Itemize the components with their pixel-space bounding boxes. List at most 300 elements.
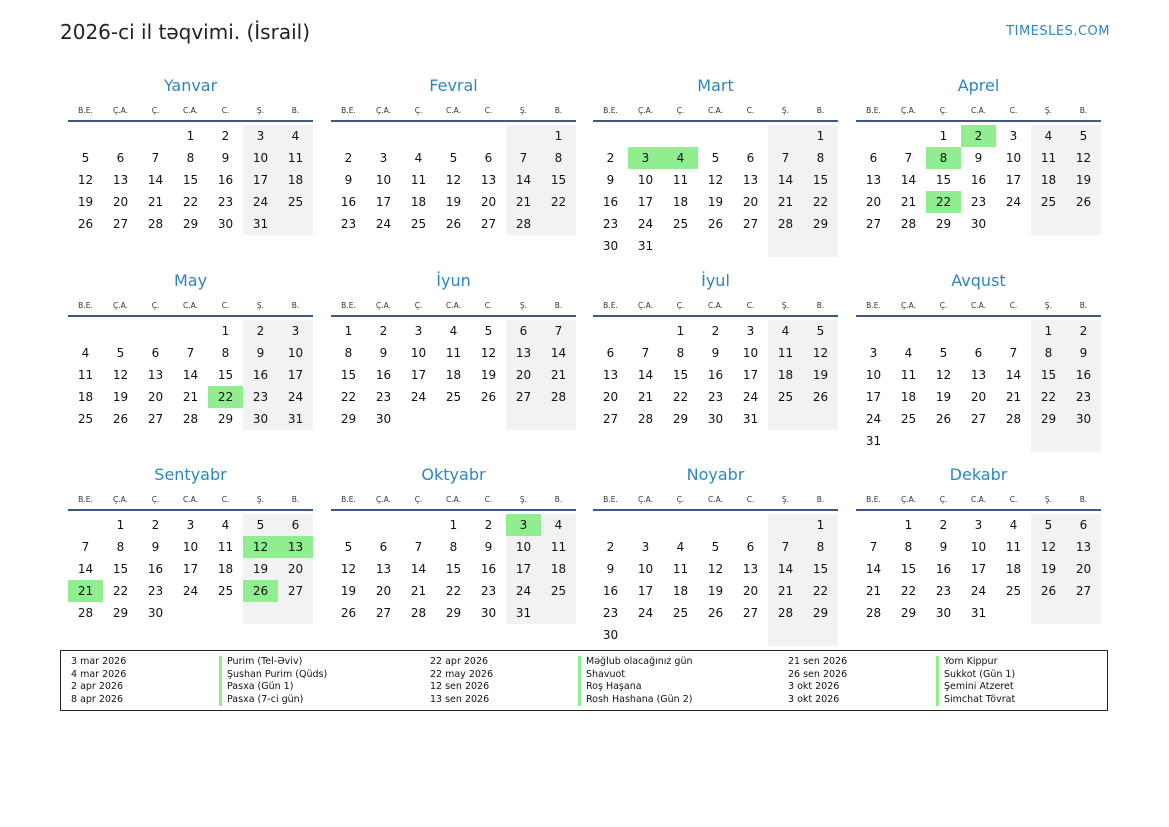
day-cell: 29 — [900, 606, 917, 620]
day-cell: 26 — [1031, 580, 1066, 602]
weekday-header: Ç. — [401, 293, 436, 317]
weekday-header: C.A. — [698, 293, 733, 317]
day-cell: 1 — [1031, 320, 1066, 342]
month-name: Dekabr — [949, 465, 1008, 484]
day-cell: 28 — [865, 606, 882, 620]
day-cell: 3 — [186, 518, 195, 532]
day-cell: 9 — [379, 346, 388, 360]
day-cell: 1 — [541, 125, 576, 147]
day-cell: 21 — [506, 191, 541, 213]
weekday-header: Ş. — [768, 98, 803, 122]
day-cell: 4 — [541, 514, 576, 536]
day-cell: 3 — [628, 147, 663, 169]
month-name: May — [173, 271, 208, 290]
day-cell: 24 — [865, 412, 882, 426]
day-cell: 2 — [484, 518, 493, 532]
day-cell: 14 — [410, 562, 427, 576]
day-cell: 7 — [81, 540, 90, 554]
day-cell: 25 — [541, 580, 576, 602]
day-cell: 31 — [637, 239, 654, 253]
day-cell: 11 — [672, 562, 689, 576]
day-cell: 9 — [344, 173, 353, 187]
day-cell: 16 — [217, 173, 234, 187]
day-cell: 16 — [707, 368, 724, 382]
day-cell: 30 — [480, 606, 497, 620]
day-empty — [593, 125, 628, 147]
day-cell: 4 — [768, 320, 803, 342]
day-cell: 25 — [672, 606, 689, 620]
day-cell: 29 — [217, 412, 234, 426]
day-cell: 2 — [1066, 320, 1101, 342]
day-cell: 31 — [970, 606, 987, 620]
day-cell: 8 — [803, 536, 838, 558]
day-cell: 3 — [506, 514, 541, 536]
day-empty — [628, 320, 663, 342]
holiday-legend — [60, 650, 1108, 711]
day-cell: 29 — [1031, 408, 1066, 430]
day-cell: 27 — [480, 217, 497, 231]
day-cell: 17 — [970, 562, 987, 576]
weekday-header: B. — [278, 293, 313, 317]
day-empty — [1066, 602, 1101, 624]
day-cell: 2 — [344, 151, 353, 165]
day-cell: 11 — [445, 346, 462, 360]
day-cell: 21 — [410, 584, 427, 598]
day-cell: 12 — [707, 173, 724, 187]
day-cell: 7 — [541, 320, 576, 342]
day-cell: 19 — [803, 364, 838, 386]
weekday-header: Ç. — [138, 293, 173, 317]
weekday-header: B.E. — [856, 487, 891, 511]
day-cell: 4 — [676, 540, 685, 554]
day-cell: 19 — [1066, 169, 1101, 191]
day-cell: 6 — [278, 514, 313, 536]
day-cell: 27 — [970, 412, 987, 426]
day-cell: 13 — [375, 562, 392, 576]
weekday-header: Ç. — [663, 293, 698, 317]
holiday-name: Rosh Hashana (Gün 2) — [586, 693, 693, 705]
day-cell: 7 — [641, 346, 650, 360]
day-cell: 19 — [340, 584, 357, 598]
day-cell: 26 — [445, 217, 462, 231]
day-cell: 27 — [147, 412, 164, 426]
day-cell: 16 — [602, 195, 619, 209]
day-cell: 15 — [935, 173, 952, 187]
weekday-header: B. — [1066, 487, 1101, 511]
day-cell: 20 — [865, 195, 882, 209]
weekday-header: Ç.A. — [891, 98, 926, 122]
day-cell: 13 — [112, 173, 129, 187]
day-cell: 3 — [974, 518, 983, 532]
day-cell: 3 — [278, 320, 313, 342]
day-cell: 15 — [803, 558, 838, 580]
day-cell: 16 — [243, 364, 278, 386]
day-cell: 13 — [1066, 536, 1101, 558]
day-cell: 11 — [410, 173, 427, 187]
day-empty — [803, 624, 838, 646]
day-cell: 27 — [865, 217, 882, 231]
day-cell: 13 — [480, 173, 497, 187]
weekday-header: B. — [1066, 293, 1101, 317]
day-empty — [996, 320, 1031, 342]
weekday-header: C. — [733, 293, 768, 317]
day-cell: 31 — [278, 408, 313, 430]
day-empty — [663, 514, 698, 536]
weekday-header: B. — [803, 293, 838, 317]
site-link[interactable]: TIMESLES.COM — [1006, 24, 1110, 39]
day-empty — [278, 213, 313, 235]
day-cell: 15 — [803, 169, 838, 191]
day-cell: 5 — [1031, 514, 1066, 536]
day-cell: 23 — [340, 217, 357, 231]
day-cell: 6 — [506, 320, 541, 342]
day-empty — [733, 125, 768, 147]
day-empty — [278, 602, 313, 624]
day-cell: 17 — [243, 169, 278, 191]
day-cell: 10 — [182, 540, 199, 554]
day-cell: 26 — [112, 412, 129, 426]
day-cell: 27 — [742, 217, 759, 231]
day-cell: 6 — [606, 346, 615, 360]
weekday-header: C. — [996, 487, 1031, 511]
weekday-header: Ş. — [506, 487, 541, 511]
day-cell: 17 — [637, 584, 654, 598]
day-empty — [541, 213, 576, 235]
day-cell: 18 — [541, 558, 576, 580]
weekday-header: Ç.A. — [628, 98, 663, 122]
day-cell: 12 — [707, 562, 724, 576]
day-cell: 8 — [803, 147, 838, 169]
day-empty — [698, 125, 733, 147]
day-cell: 5 — [711, 151, 720, 165]
day-cell: 21 — [68, 580, 103, 602]
day-cell: 28 — [147, 217, 164, 231]
day-cell: 26 — [77, 217, 94, 231]
day-cell: 21 — [768, 191, 803, 213]
day-cell: 4 — [449, 324, 458, 338]
day-cell: 6 — [116, 151, 125, 165]
day-cell: 17 — [637, 195, 654, 209]
day-empty — [891, 320, 926, 342]
day-cell: 20 — [480, 195, 497, 209]
day-cell: 21 — [1005, 390, 1022, 404]
day-cell: 6 — [746, 540, 755, 554]
day-cell: 4 — [278, 125, 313, 147]
day-cell: 7 — [186, 346, 195, 360]
weekday-header: C.A. — [961, 98, 996, 122]
weekday-header: B. — [541, 98, 576, 122]
day-cell: 4 — [414, 151, 423, 165]
day-cell: 23 — [602, 217, 619, 231]
day-cell: 10 — [243, 147, 278, 169]
weekday-header: Ç. — [926, 487, 961, 511]
weekday-header: B.E. — [593, 293, 628, 317]
weekday-header: C.A. — [436, 293, 471, 317]
day-cell: 10 — [637, 173, 654, 187]
month-9 — [68, 463, 313, 624]
day-cell: 24 — [970, 584, 987, 598]
day-cell: 23 — [147, 584, 164, 598]
day-cell: 11 — [77, 368, 94, 382]
day-cell: 24 — [637, 606, 654, 620]
day-cell: 11 — [900, 368, 917, 382]
day-cell: 17 — [375, 195, 392, 209]
day-cell: 12 — [445, 173, 462, 187]
day-cell: 10 — [637, 562, 654, 576]
holiday-date: 4 mar 2026 — [71, 668, 127, 680]
weekday-header: C.A. — [698, 487, 733, 511]
day-cell: 2 — [221, 129, 230, 143]
day-cell: 20 — [278, 558, 313, 580]
day-empty — [541, 602, 576, 624]
month-12 — [856, 463, 1101, 624]
day-cell: 20 — [970, 390, 987, 404]
weekday-header: B. — [803, 487, 838, 511]
day-empty — [436, 125, 471, 147]
day-cell: 12 — [1066, 147, 1101, 169]
day-cell: 25 — [410, 217, 427, 231]
day-cell: 6 — [869, 151, 878, 165]
day-cell: 30 — [1066, 408, 1101, 430]
day-cell: 8 — [186, 151, 195, 165]
weekday-header: Ş. — [768, 487, 803, 511]
weekday-header: B.E. — [331, 487, 366, 511]
month-7 — [593, 269, 838, 430]
day-empty — [856, 320, 891, 342]
day-cell: 8 — [344, 346, 353, 360]
weekday-header: C. — [471, 98, 506, 122]
day-empty — [331, 514, 366, 536]
day-cell: 24 — [278, 386, 313, 408]
day-cell: 14 — [1005, 368, 1022, 382]
day-cell: 28 — [900, 217, 917, 231]
day-cell: 9 — [151, 540, 160, 554]
day-cell: 22 — [900, 584, 917, 598]
day-cell: 25 — [672, 217, 689, 231]
day-cell: 26 — [935, 412, 952, 426]
day-cell: 18 — [77, 390, 94, 404]
holiday-date: 13 sen 2026 — [430, 693, 490, 705]
day-cell: 9 — [939, 540, 948, 554]
weekday-header: Ş. — [1031, 98, 1066, 122]
month-8 — [856, 269, 1101, 452]
month-grid — [331, 487, 576, 624]
day-cell: 26 — [707, 217, 724, 231]
day-cell: 29 — [112, 606, 129, 620]
day-cell: 26 — [340, 606, 357, 620]
day-cell: 2 — [939, 518, 948, 532]
month-name: İyun — [436, 271, 471, 290]
day-cell: 15 — [900, 562, 917, 576]
day-cell: 26 — [707, 606, 724, 620]
day-cell: 28 — [768, 602, 803, 624]
day-cell: 23 — [935, 584, 952, 598]
day-cell: 30 — [602, 628, 619, 642]
weekday-header: C.A. — [961, 487, 996, 511]
day-cell: 20 — [602, 390, 619, 404]
day-cell: 10 — [375, 173, 392, 187]
day-cell: 11 — [541, 536, 576, 558]
day-cell: 22 — [926, 191, 961, 213]
day-empty — [733, 514, 768, 536]
day-empty — [891, 125, 926, 147]
day-cell: 5 — [344, 540, 353, 554]
holiday-date: 26 sen 2026 — [788, 668, 848, 680]
day-empty — [856, 125, 891, 147]
day-empty — [366, 125, 401, 147]
weekday-header: B. — [278, 487, 313, 511]
day-cell: 28 — [1005, 412, 1022, 426]
day-cell: 10 — [865, 368, 882, 382]
month-name: Oktyabr — [421, 465, 486, 484]
day-cell: 27 — [278, 580, 313, 602]
day-empty — [1066, 430, 1101, 452]
day-cell: 17 — [278, 364, 313, 386]
day-cell: 21 — [182, 390, 199, 404]
day-empty — [68, 125, 103, 147]
holiday-dates — [788, 656, 847, 706]
month-name: Yanvar — [163, 76, 218, 95]
day-cell: 7 — [1009, 346, 1018, 360]
weekday-header: B.E. — [68, 487, 103, 511]
day-cell: 10 — [410, 346, 427, 360]
holiday-name: Yom Kippur — [944, 656, 998, 667]
weekday-header: Ş. — [768, 293, 803, 317]
day-cell: 2 — [151, 518, 160, 532]
day-cell: 4 — [221, 518, 230, 532]
day-cell: 7 — [151, 151, 160, 165]
day-cell: 28 — [768, 213, 803, 235]
day-cell: 25 — [217, 584, 234, 598]
month-name: Mart — [697, 76, 734, 95]
weekday-header: C. — [996, 98, 1031, 122]
day-cell: 16 — [602, 584, 619, 598]
day-empty — [768, 514, 803, 536]
weekday-header: C. — [208, 293, 243, 317]
day-cell: 9 — [484, 540, 493, 554]
day-cell: 19 — [112, 390, 129, 404]
day-cell: 23 — [375, 390, 392, 404]
day-cell: 6 — [151, 346, 160, 360]
day-cell: 7 — [768, 536, 803, 558]
day-cell: 8 — [449, 540, 458, 554]
holiday-dates — [430, 656, 493, 706]
month-grid — [593, 487, 838, 646]
day-cell: 13 — [506, 342, 541, 364]
holiday-marker — [936, 656, 939, 706]
holiday-name: Pasxa (7-ci gün) — [227, 693, 304, 705]
day-cell: 16 — [970, 173, 987, 187]
weekday-header: Ç. — [663, 98, 698, 122]
day-empty — [961, 320, 996, 342]
day-cell: 7 — [768, 147, 803, 169]
day-cell: 19 — [1031, 558, 1066, 580]
day-cell: 22 — [541, 191, 576, 213]
day-cell: 3 — [414, 324, 423, 338]
day-cell: 24 — [243, 191, 278, 213]
weekday-header: Ç.A. — [891, 487, 926, 511]
day-empty — [401, 514, 436, 536]
day-cell: 30 — [217, 217, 234, 231]
day-cell: 8 — [541, 147, 576, 169]
day-cell: 13 — [970, 368, 987, 382]
weekday-header: B. — [803, 98, 838, 122]
weekday-header: Ç.A. — [366, 293, 401, 317]
day-cell: 14 — [865, 562, 882, 576]
day-cell: 8 — [926, 147, 961, 169]
day-cell: 14 — [768, 169, 803, 191]
day-cell: 6 — [974, 346, 983, 360]
day-cell: 2 — [961, 125, 996, 147]
day-cell: 25 — [445, 390, 462, 404]
day-cell: 4 — [1009, 518, 1018, 532]
day-cell: 18 — [410, 195, 427, 209]
holiday-names — [586, 656, 693, 706]
holiday-name: Roş Haşana — [586, 681, 642, 692]
day-cell: 21 — [900, 195, 917, 209]
day-cell: 7 — [414, 540, 423, 554]
day-cell: 14 — [182, 368, 199, 382]
day-cell: 18 — [1031, 169, 1066, 191]
day-empty — [768, 235, 803, 257]
day-cell: 1 — [116, 518, 125, 532]
day-cell: 22 — [182, 195, 199, 209]
month-name: Noyabr — [686, 465, 745, 484]
day-cell: 13 — [602, 368, 619, 382]
day-cell: 6 — [379, 540, 388, 554]
day-cell: 18 — [445, 368, 462, 382]
day-cell: 7 — [869, 540, 878, 554]
weekday-header: C.A. — [436, 98, 471, 122]
day-cell: 5 — [116, 346, 125, 360]
day-cell: 14 — [506, 169, 541, 191]
day-cell: 22 — [803, 580, 838, 602]
holiday-name: Purim (Tel-Əviv) — [227, 656, 303, 667]
day-cell: 21 — [768, 580, 803, 602]
weekday-header: Ç.A. — [366, 98, 401, 122]
month-name: Avqust — [951, 271, 1006, 290]
month-5 — [68, 269, 313, 430]
day-cell: 23 — [480, 584, 497, 598]
day-cell: 24 — [375, 217, 392, 231]
day-cell: 2 — [243, 320, 278, 342]
day-empty — [926, 320, 961, 342]
weekday-header: B.E. — [68, 293, 103, 317]
day-empty — [768, 408, 803, 430]
day-empty — [803, 235, 838, 257]
day-cell: 10 — [506, 536, 541, 558]
day-cell: 12 — [480, 346, 497, 360]
day-cell: 20 — [742, 584, 759, 598]
day-cell: 19 — [707, 195, 724, 209]
day-cell: 29 — [935, 217, 952, 231]
day-cell: 22 — [208, 386, 243, 408]
day-cell: 23 — [243, 386, 278, 408]
day-cell: 30 — [147, 606, 164, 620]
day-empty — [243, 602, 278, 624]
weekday-header: B. — [541, 487, 576, 511]
day-cell: 3 — [869, 346, 878, 360]
day-cell: 18 — [217, 562, 234, 576]
day-cell: 1 — [221, 324, 230, 338]
day-cell: 24 — [637, 217, 654, 231]
day-cell: 26 — [480, 390, 497, 404]
day-cell: 1 — [803, 125, 838, 147]
day-cell: 15 — [182, 173, 199, 187]
day-cell: 6 — [484, 151, 493, 165]
day-cell: 3 — [1009, 129, 1018, 143]
weekday-header: Ç. — [401, 487, 436, 511]
